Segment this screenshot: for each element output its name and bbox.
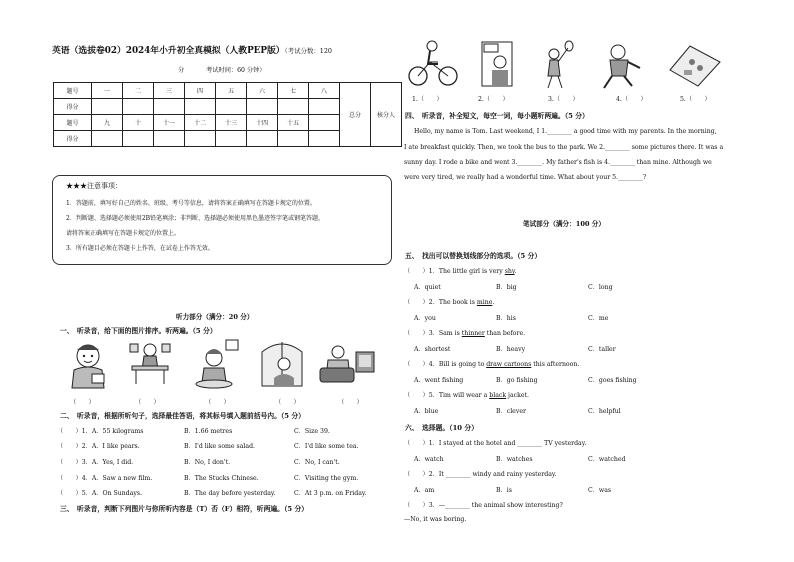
table-cell: 十三: [216, 115, 247, 131]
s1-blank[interactable]: （ ）: [338, 399, 363, 406]
option-c[interactable]: C．goes fishing: [588, 377, 637, 384]
section-2-title: 二、 听录音，根据所听句子，选择最佳答语，将其标号填入题前括号内。（5 分）: [60, 412, 305, 420]
s6-question: （ ）3．—________ the animal show interesting?: [404, 502, 563, 509]
s2-item-c: C．At 3 p.m. on Friday.: [294, 490, 367, 497]
passage-line: Hello, my name is Tom. Last weekend, I 1.________ a good time with my parents. In the morning,: [414, 128, 717, 135]
option-b[interactable]: B．heavy: [496, 346, 526, 353]
man-tv-picture: [320, 346, 374, 382]
s2-item-c: C．I'd like some tea.: [294, 443, 359, 450]
s3-label[interactable]: 2.（ ）: [478, 96, 509, 103]
s2-item-q: （ ）5．A．On Sundays.: [57, 490, 143, 497]
option-a[interactable]: A．am: [414, 487, 435, 494]
table-cell: 十: [123, 115, 154, 131]
score-cell[interactable]: [154, 99, 185, 115]
listening-heading: 听力部分（满分：20 分）: [176, 313, 254, 321]
score-cell[interactable]: [278, 99, 309, 115]
option-b[interactable]: B．is: [496, 487, 512, 494]
girl-table-picture: [130, 344, 170, 384]
score-cell[interactable]: [123, 99, 154, 115]
s2-item-b: B．The day before yesterday.: [184, 490, 276, 497]
option-a[interactable]: A．went fishing: [414, 377, 464, 384]
option-b[interactable]: B．clever: [496, 408, 526, 415]
table-cell: 十四: [247, 115, 278, 131]
score-note-2: 分: [178, 67, 185, 74]
passage-line: I ate breakfast quickly. Then, we took the bus to the park. We 2.________ some pictures there. It was a: [404, 144, 724, 151]
exam-subline: [178, 65, 266, 74]
badminton-girl-picture: [548, 41, 573, 88]
option-c[interactable]: C．watched: [588, 456, 626, 463]
exam-title-text: 英语（选拔卷02）2024年小升初全真模拟（人教PEP版）: [52, 46, 285, 56]
s2-item-q: （ ）2．A．I like pears.: [57, 443, 140, 450]
s1-blank[interactable]: （ ）: [135, 399, 160, 406]
exam-title: [52, 43, 332, 56]
table-cell: [309, 115, 340, 131]
option-a[interactable]: A．blue: [414, 408, 439, 415]
score-cell[interactable]: [92, 99, 123, 115]
s2-item-q: （ ）4．A．Saw a new film.: [57, 475, 153, 482]
s5-question: （ ）5．Tim will wear a black jacket.: [404, 392, 529, 399]
girl-eating-picture: [196, 340, 238, 388]
table-cell: 四: [185, 83, 216, 99]
option-b[interactable]: B．go fishing: [496, 377, 538, 384]
score-cell[interactable]: [185, 131, 216, 147]
boy-cycling-picture: [409, 41, 457, 85]
s2-item-c: C．Visiting the gym.: [294, 475, 359, 482]
section-4-title: 四、 听录音，补全短文，每空一词，每小题听两遍。（5 分）: [405, 112, 589, 120]
option-a[interactable]: A．quiet: [414, 284, 441, 291]
option-c[interactable]: C．me: [588, 315, 609, 322]
score-cell[interactable]: [309, 131, 340, 147]
option-b[interactable]: B．watches: [496, 456, 533, 463]
time-note: 考试时间：60 分钟）: [206, 67, 266, 74]
s6-answer-line: —No, it was boring.: [404, 516, 467, 523]
section-6-title: 六、 选择题。（10 分）: [405, 424, 478, 432]
option-b[interactable]: B．his: [496, 315, 516, 322]
row2-label: 得分: [54, 99, 92, 115]
s5-question: （ ）1．The little girl is very shy.: [404, 268, 517, 275]
s3-pictures: [408, 40, 738, 92]
table-cell: 八: [309, 83, 340, 99]
score-cell[interactable]: [185, 99, 216, 115]
option-c[interactable]: C．long: [588, 284, 613, 291]
table-cell: 五: [216, 83, 247, 99]
table-cell: 六: [247, 83, 278, 99]
s2-item-q: （ ）3．A．Yes, I did.: [57, 459, 134, 466]
notice-heading: ★★★注意事项：: [66, 182, 122, 190]
boy-waving-picture: [72, 345, 104, 388]
option-b[interactable]: B．big: [496, 284, 517, 291]
section-3-title: 三、 听录音，判断下列图片与你所听内容是（T）否（F）相符，听两遍。（5 分）: [60, 505, 309, 513]
option-c[interactable]: C．taller: [588, 346, 616, 353]
table-cell: 一: [92, 83, 123, 99]
table-cell: 十一: [154, 115, 185, 131]
passage-line: were very tired, we really had a wonderful time. What about your 5.________?: [404, 174, 647, 181]
s2-item-q: （ ）1．A．55 kilograms: [57, 428, 144, 435]
boy-running-picture: [604, 45, 640, 88]
s3-label[interactable]: 1.（ ）: [412, 96, 443, 103]
s2-item-b: B．1.66 metres: [184, 428, 233, 435]
passage-line: sunny day. I rode a bike and went 3.________. My father's fish is 4.________ than mine. Although we: [404, 159, 712, 166]
score-cell[interactable]: [247, 131, 278, 147]
score-cell[interactable]: [309, 99, 340, 115]
score-table: [53, 82, 402, 147]
man-window-picture: [262, 342, 302, 386]
table-cell: 九: [92, 115, 123, 131]
option-a[interactable]: A．shortest: [414, 346, 451, 353]
s6-question: （ ）2．It ________ windy and rainy yesterday.: [404, 471, 557, 478]
section-5-title: 五、 找出可以替换划线部分的选项。（5 分）: [405, 252, 542, 260]
option-a[interactable]: A．watch: [414, 456, 444, 463]
option-a[interactable]: A．you: [414, 315, 436, 322]
score-cell[interactable]: [216, 131, 247, 147]
s2-item-c: C．No, I can't.: [294, 459, 340, 466]
score-note: （考试分数：120: [284, 47, 332, 55]
row1-label: 题号: [54, 83, 92, 99]
s3-label[interactable]: 3.（ ）: [548, 96, 579, 103]
notice-line: 请将答案正确填写在答题卡规定的位置上。: [66, 230, 181, 237]
row3-label: 题号: [54, 115, 92, 131]
shop-boy-picture: [482, 42, 512, 86]
picnic-picture: [670, 46, 720, 86]
s2-item-b: B．No, I don't.: [184, 459, 231, 466]
s3-label[interactable]: 5.（ ）: [680, 96, 711, 103]
score-cell[interactable]: [123, 131, 154, 147]
reviewer-label: 核分人: [371, 83, 402, 147]
score-cell[interactable]: [154, 131, 185, 147]
s3-label[interactable]: 4.（ ）: [616, 96, 647, 103]
table-cell: 二: [123, 83, 154, 99]
table-cell: 七: [278, 83, 309, 99]
s1-blank[interactable]: （ ）: [205, 399, 230, 406]
s2-item-c: C．Size 39.: [294, 428, 330, 435]
score-cell[interactable]: [278, 131, 309, 147]
notice-line: 3．所有题目必须在答题卡上作答，在试卷上作答无效。: [66, 245, 214, 252]
s6-question: （ ）1．I stayed at the hotel and ________ TV yesterday.: [404, 440, 587, 447]
option-c[interactable]: C．was: [588, 487, 612, 494]
notice-line: 2．判断题、选择题必须使用2B铅笔填涂；非判断、选择题必须使用黑色墨迹签字笔或钢笔答题，: [66, 215, 325, 222]
s1-blank[interactable]: （ ）: [70, 399, 95, 406]
total-label: 总分: [340, 83, 371, 147]
s5-question: （ ）3．Sam is thinner than before.: [404, 330, 526, 337]
score-cell[interactable]: [92, 131, 123, 147]
option-c[interactable]: C．helpful: [588, 408, 621, 415]
s5-question: （ ）4．Bill is going to draw cartoons this afternoon.: [404, 361, 580, 368]
table-cell: 十二: [185, 115, 216, 131]
table-cell: 三: [154, 83, 185, 99]
s1-blank[interactable]: （ ）: [275, 399, 300, 406]
s2-item-b: B．The Stucks Chinese.: [184, 475, 259, 482]
score-cell[interactable]: [216, 99, 247, 115]
row4-label: 得分: [54, 131, 92, 147]
s2-item-b: B．I'd like some salad.: [184, 443, 255, 450]
written-heading: 笔试部分（满分：100 分）: [523, 220, 605, 228]
s5-question: （ ）2．The book is mine.: [404, 299, 495, 306]
notice-box: [52, 175, 392, 265]
section-1-title: 一、 听录音，给下面的图片排序。听两遍。（5 分）: [60, 327, 217, 335]
s1-pictures: [62, 338, 382, 394]
table-cell: 十五: [278, 115, 309, 131]
notice-line: 1．答题前，填写好自己的姓名、班级、考号等信息，请将答案正确填写在答题卡规定的位置。: [66, 200, 316, 207]
score-cell[interactable]: [247, 99, 278, 115]
